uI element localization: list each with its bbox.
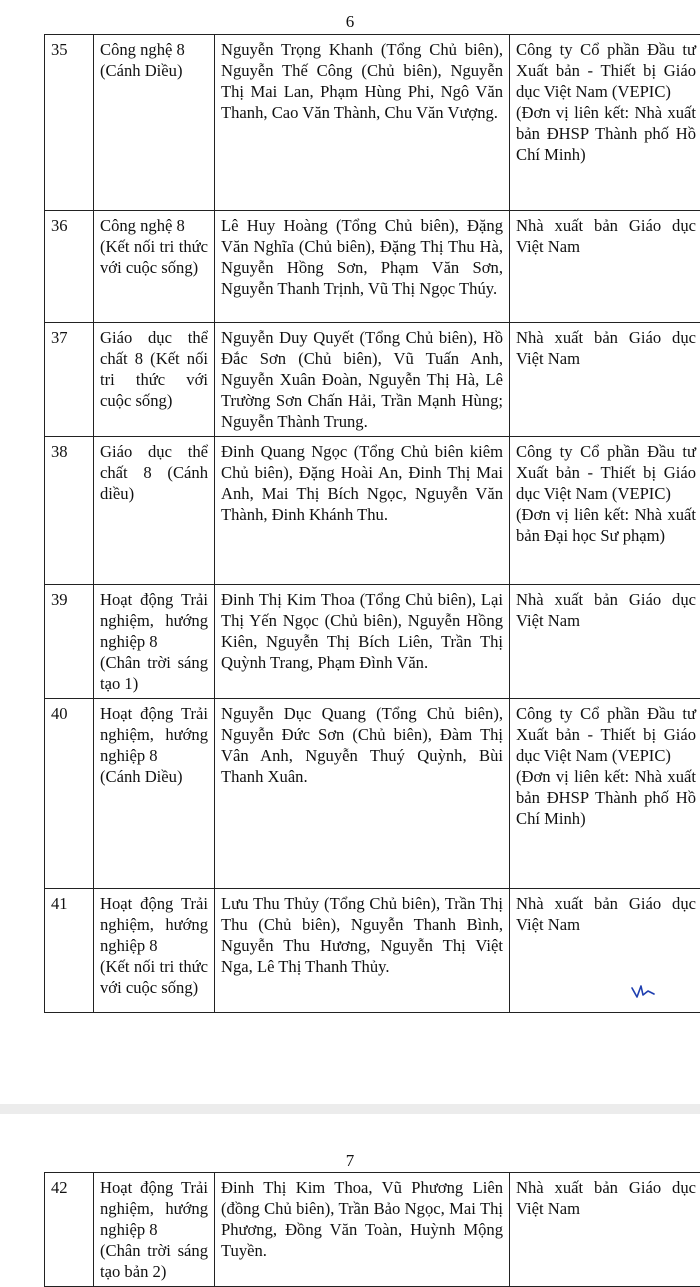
page-number: 7	[345, 1151, 355, 1170]
table-row	[45, 1173, 700, 1287]
book-title: Công nghệ 8 (Cánh Diều)	[94, 35, 215, 211]
row-number: 38	[45, 437, 94, 585]
publisher: Nhà xuất bản Giáo dục Việt Nam	[510, 211, 700, 323]
book-title: Giáo dục thể chất 8 (Kết nối tri thức với cuộc sống)	[94, 323, 215, 437]
authors: Đinh Quang Ngọc (Tổng Chủ biên kiêm Chủ biên), Đặng Hoài An, Đinh Thị Mai Anh, Mai Thị Bích Ngọc, Nguyễn Văn Thành, Đinh Khánh Thu.	[215, 437, 510, 585]
textbook-table-page-6	[44, 34, 700, 1013]
page-number: 6	[345, 12, 355, 31]
table-row	[45, 35, 700, 211]
book-title: Hoạt động Trải nghiệm, hướng nghiệp 8 (Kết nối tri thức với cuộc sống)	[94, 889, 215, 1013]
page-divider	[0, 1104, 700, 1114]
row-number: 36	[45, 211, 94, 323]
publisher: Nhà xuất bản Giáo dục Việt Nam	[510, 585, 700, 699]
authors: Lưu Thu Thủy (Tổng Chủ biên), Trần Thị Thu (Chủ biên), Nguyễn Thanh Bình, Nguyễn Thu Hương, Nguyễn Thị Việt Nga, Lê Thị Thanh Thủy.	[215, 889, 510, 1013]
book-title: Công nghệ 8 (Kết nối tri thức với cuộc sống)	[94, 211, 215, 323]
book-title: Giáo dục thể chất 8 (Cánh diều)	[94, 437, 215, 585]
book-title: Hoạt động Trải nghiệm, hướng nghiệp 8 (Chân trời sáng tạo bản 2)	[94, 1173, 215, 1287]
authors: Lê Huy Hoàng (Tổng Chủ biên), Đặng Văn Nghĩa (Chủ biên), Đặng Thị Thu Hà, Nguyễn Hồng Sơn, Phạm Văn Sơn, Nguyễn Thanh Trịnh, Vũ Thị Ngọc Thúy.	[215, 211, 510, 323]
signature-mark	[630, 982, 656, 1000]
publisher: Nhà xuất bản Giáo dục Việt Nam	[510, 889, 700, 1013]
table-row	[45, 889, 700, 1013]
row-number: 35	[45, 35, 94, 211]
row-number: 39	[45, 585, 94, 699]
row-number: 40	[45, 699, 94, 889]
authors: Đinh Thị Kim Thoa (Tổng Chủ biên), Lại Thị Yến Ngọc (Chủ biên), Nguyễn Hồng Kiên, Nguyễn Thị Bích Liên, Trần Thị Quỳnh Trang, Phạm Đình Văn.	[215, 585, 510, 699]
book-title: Hoạt động Trải nghiệm, hướng nghiệp 8 (Chân trời sáng tạo 1)	[94, 585, 215, 699]
book-title: Hoạt động Trải nghiệm, hướng nghiệp 8 (Cánh Diều)	[94, 699, 215, 889]
publisher: Công ty Cổ phần Đầu tư Xuất bản - Thiết bị Giáo dục Việt Nam (VEPIC) (Đơn vị liên kết: Nhà xuất bản ĐHSP Thành phố Hồ Chí Minh)	[510, 35, 700, 211]
table-row	[45, 699, 700, 889]
authors: Đinh Thị Kim Thoa, Vũ Phương Liên (đồng Chủ biên), Trần Bảo Ngọc, Mai Thị Phương, Đồng Văn Toàn, Huỳnh Mộng Tuyền.	[215, 1173, 510, 1287]
publisher: Công ty Cổ phần Đầu tư Xuất bản - Thiết bị Giáo dục Việt Nam (VEPIC) (Đơn vị liên kết: Nhà xuất bản Đại học Sư phạm)	[510, 437, 700, 585]
row-number: 37	[45, 323, 94, 437]
table-row	[45, 211, 700, 323]
table-row	[45, 437, 700, 585]
table-row	[45, 323, 700, 437]
row-number: 41	[45, 889, 94, 1013]
publisher: Công ty Cổ phần Đầu tư Xuất bản - Thiết bị Giáo dục Việt Nam (VEPIC) (Đơn vị liên kết: Nhà xuất bản ĐHSP Thành phố Hồ Chí Minh)	[510, 699, 700, 889]
publisher: Nhà xuất bản Giáo dục Việt Nam	[510, 1173, 700, 1287]
textbook-table-page-7	[44, 1172, 700, 1287]
authors: Nguyễn Dục Quang (Tổng Chủ biên), Nguyễn Đức Sơn (Chủ biên), Đàm Thị Vân Anh, Nguyễn Thuý Quỳnh, Bùi Thanh Xuân.	[215, 699, 510, 889]
authors: Nguyễn Duy Quyết (Tổng Chủ biên), Hồ Đắc Sơn (Chủ biên), Vũ Tuấn Anh, Nguyễn Xuân Đoàn, Nguyễn Thị Hà, Lê Trường Sơn Chấn Hải, Trần Mạnh Hùng; Nguyễn Thành Trung.	[215, 323, 510, 437]
publisher: Nhà xuất bản Giáo dục Việt Nam	[510, 323, 700, 437]
table-row	[45, 585, 700, 699]
authors: Nguyễn Trọng Khanh (Tổng Chủ biên), Nguyễn Thế Công (Chủ biên), Nguyễn Thị Mai Lan, Phạm Hùng Phi, Ngô Văn Thanh, Cao Văn Thành, Chu Văn Vượng.	[215, 35, 510, 211]
row-number: 42	[45, 1173, 94, 1287]
